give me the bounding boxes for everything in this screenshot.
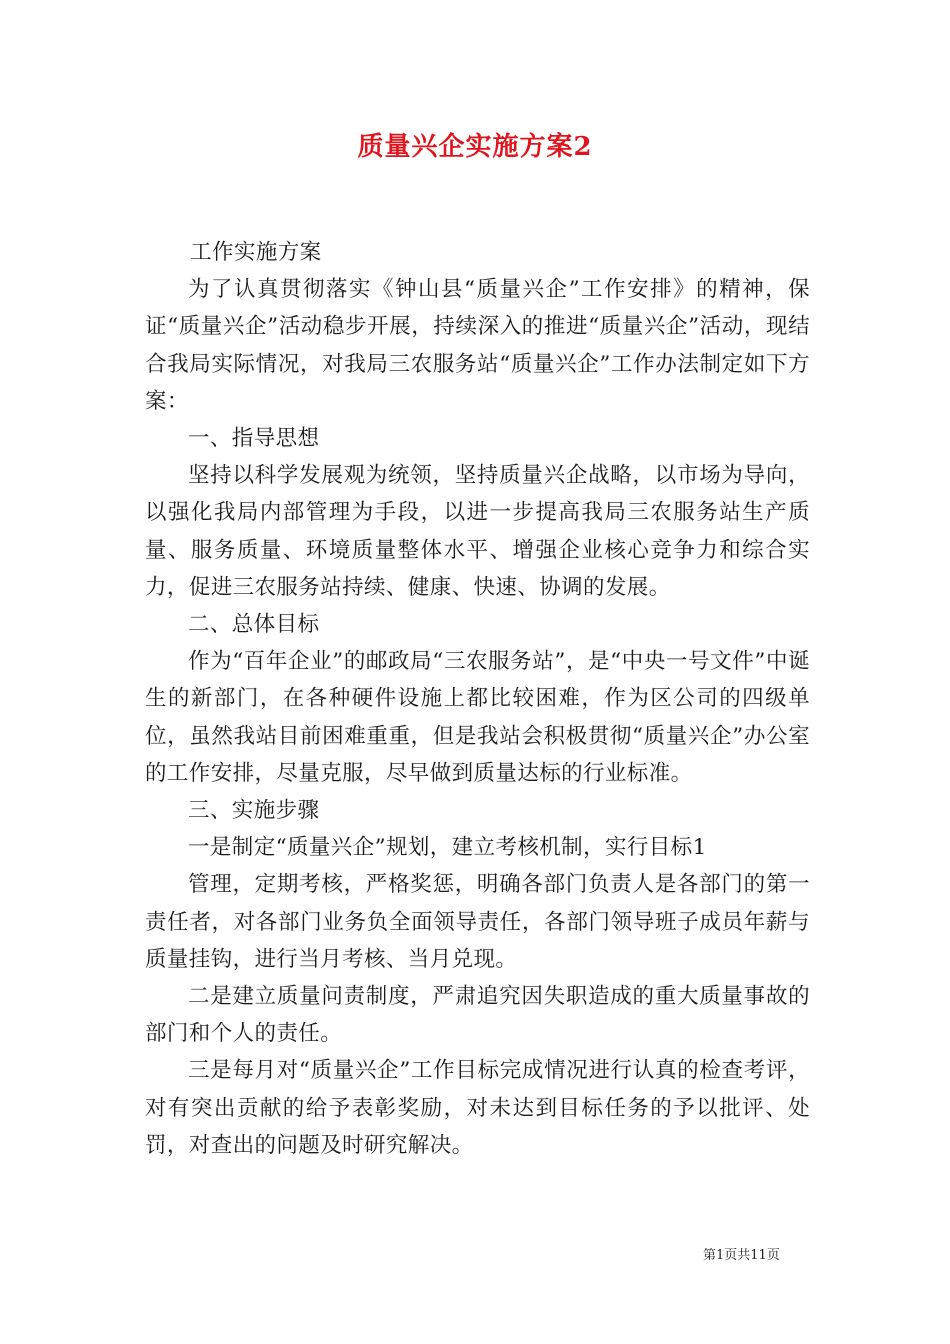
section-heading-steps: 三、实施步骤 xyxy=(188,798,320,824)
paragraph-intro: 为了认真贯彻落实《钟山县“质量兴企”工作安排》的精神，保证“质量兴企”活动稳步开展，持续深入的推进“质量兴企”活动，现结合我局实际情况，对我局三农服务站“质量兴企”工作办法制定如下方案： xyxy=(145,277,810,414)
section-heading-guiding-ideas: 一、指导思想 xyxy=(188,426,320,452)
paragraph-step-two: 二是建立质量问责制度，严肃追究因失职造成的重大质量事故的部门和个人的责任。 xyxy=(145,984,810,1047)
paragraph-step-three: 三是每月对“质量兴企”工作目标完成情况进行认真的检查考评，对有突出贡献的给予表彰奖励，对未达到目标任务的予以批评、处罚，对查出的问题及时研究解决。 xyxy=(145,1058,810,1158)
paragraph-step-one-continued: 管理，定期考核，严格奖惩，明确各部门负责人是各部门的第一责任者，对各部门业务负全面领导责任，各部门领导班子成员年薪与质量挂钩，进行当月考核、当月兑现。 xyxy=(145,872,810,972)
paragraph-overall-goal: 作为“百年企业”的邮政局“三农服务站”，是“中央一号文件”中诞生的新部门，在各种硬件设施上都比较困难，作为区公司的四级单位，虽然我站目前困难重重，但是我站会积极贯彻“质量兴企”办公室的工作安排，尽量克服，尽早做到质量达标的行业标准。 xyxy=(145,649,810,786)
paragraph-step-one: 一是制定“质量兴企”规划，建立考核机制，实行目标1 xyxy=(188,835,707,861)
paragraph-heading-plan: 工作实施方案 xyxy=(190,240,322,265)
document-title: 质量兴企实施方案2 xyxy=(357,132,593,162)
section-heading-overall-goal: 二、总体目标 xyxy=(188,612,320,638)
paragraph-guiding-ideas: 坚持以科学发展观为统领，坚持质量兴企战略，以市场为导向，以强化我局内部管理为手段，以进一步提高我局三农服务站生产质量、服务质量、环境质量整体水平、增强企业核心竞争力和综合实力，促进三农服务站持续、健康、快速、协调的发展。 xyxy=(145,463,810,600)
page-number-footer: 第1页共11页 xyxy=(703,1248,780,1263)
document-body xyxy=(145,234,810,1164)
